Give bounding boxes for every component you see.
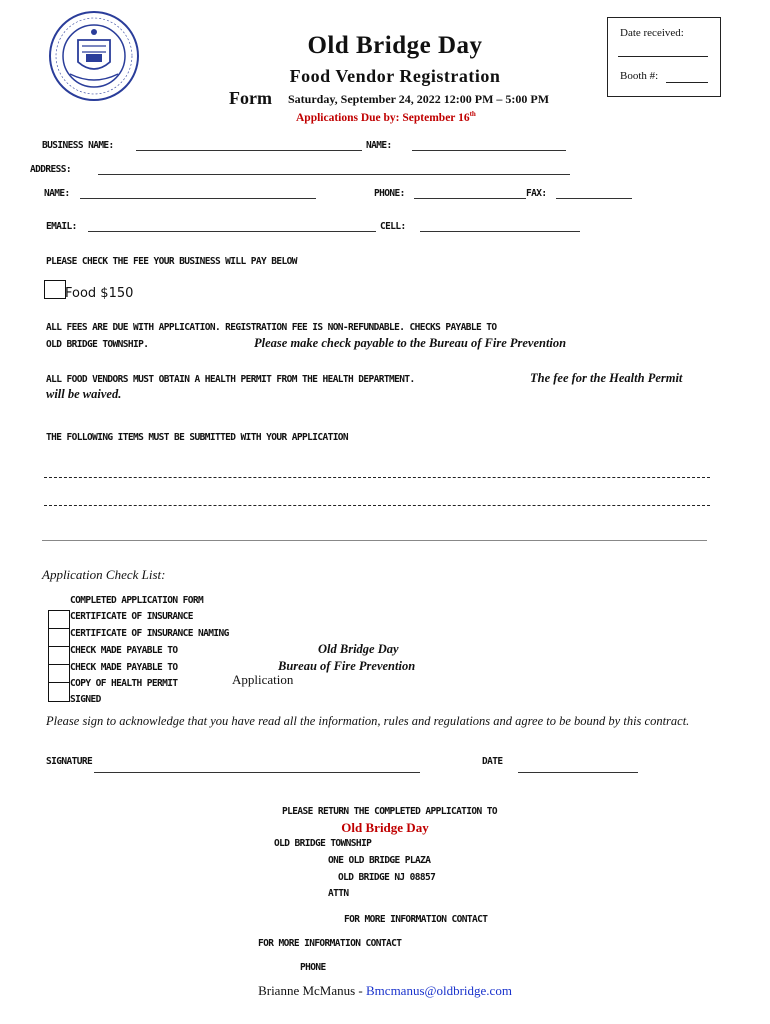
business-name-label: BUSINESS NAME: <box>42 140 114 151</box>
email-label: EMAIL: <box>46 221 77 232</box>
fee-paragraph-line1: ALL FEES ARE DUE WITH APPLICATION. REGISTRATION FEE IS NON-REFUNDABLE. CHECKS PAYABLE TO <box>46 322 497 333</box>
date-received-label: Date received: <box>620 27 684 39</box>
form-word: Form <box>229 88 272 108</box>
checklist-item-6: COPY OF HEALTH PERMIT <box>70 678 178 689</box>
phone-field[interactable] <box>414 198 526 199</box>
date-received-line[interactable] <box>618 56 708 57</box>
checklist-item-5: CHECK MADE PAYABLE TO <box>70 662 178 673</box>
office-use-box <box>607 17 721 97</box>
return-event-name: Old Bridge Day <box>341 820 429 835</box>
return-line-4: ATTN <box>328 888 349 899</box>
sign-statement: Please sign to acknowledge that you have read all the information, rules and regulations and agree to be bound by this contract. <box>46 714 690 728</box>
checklist-heading: Application Check List: <box>42 567 166 582</box>
address-label: ADDRESS: <box>30 164 71 175</box>
contact-line <box>0 983 770 999</box>
section-divider <box>42 540 707 541</box>
booth-line[interactable] <box>666 82 708 83</box>
contact-line-1: FOR MORE INFORMATION CONTACT <box>258 938 402 949</box>
checklist-item-7: SIGNED <box>70 694 101 705</box>
name-label: NAME: <box>44 188 70 199</box>
checklist-box-1[interactable] <box>48 610 70 630</box>
fee-instruction: PLEASE CHECK THE FEE YOUR BUSINESS WILL PAY BELOW <box>46 256 297 267</box>
checklist-item-4-tail: Old Bridge Day <box>318 642 399 656</box>
checklist-item-3: CERTIFICATE OF INSURANCE NAMING <box>70 628 229 639</box>
event-date: Saturday, September 24, 2022 12:00 PM – 5:00 PM <box>288 92 550 106</box>
form-subtitle: Food Vendor Registration <box>289 66 501 86</box>
health-fee-note-2: will be waived. <box>46 387 122 401</box>
checklist-item-2: CERTIFICATE OF INSURANCE <box>70 611 193 622</box>
contact-name: Brianne McManus - <box>258 983 367 998</box>
signature-label: SIGNATURE <box>46 756 93 767</box>
name-field[interactable] <box>80 198 316 199</box>
signature-field[interactable] <box>94 772 420 773</box>
booth-label: Booth #: <box>620 70 659 82</box>
checklist-box-3[interactable] <box>48 646 70 666</box>
health-permit-text: ALL FOOD VENDORS MUST OBTAIN A HEALTH PERMIT FROM THE HEALTH DEPARTMENT. <box>46 374 415 385</box>
return-line-2: ONE OLD BRIDGE PLAZA <box>328 855 431 866</box>
cell-label: CELL: <box>380 221 406 232</box>
return-line-1: OLD BRIDGE TOWNSHIP <box>274 838 372 849</box>
check-payable-note: Please make check payable to the Bureau of Fire Prevention <box>254 336 567 350</box>
address-field[interactable] <box>98 174 570 175</box>
township-seal-icon <box>48 10 140 102</box>
return-line-3: OLD BRIDGE NJ 08857 <box>338 872 436 883</box>
form-title: Old Bridge Day <box>307 32 483 59</box>
checklist-box-4[interactable] <box>48 664 70 684</box>
fax-field[interactable] <box>556 198 632 199</box>
checklist-box-2[interactable] <box>48 628 70 648</box>
food-fee-checkbox[interactable] <box>44 280 66 299</box>
email-field[interactable] <box>88 231 376 232</box>
checklist-item-4: CHECK MADE PAYABLE TO <box>70 645 178 656</box>
contact-name-field[interactable] <box>412 150 566 151</box>
health-fee-note: The fee for the Health Permit <box>530 371 683 385</box>
notes-line-1[interactable] <box>44 477 710 478</box>
checklist-box-5[interactable] <box>48 682 70 702</box>
phone-label: PHONE: <box>374 188 405 199</box>
items-instruction: THE FOLLOWING ITEMS MUST BE SUBMITTED WITH YOUR APPLICATION <box>46 432 349 443</box>
fax-label: FAX: <box>526 188 547 199</box>
return-instruction: PLEASE RETURN THE COMPLETED APPLICATION TO <box>282 806 498 817</box>
contact-name-label: NAME: <box>366 140 392 151</box>
checklist-item-1: COMPLETED APPLICATION FORM <box>70 595 204 606</box>
checklist-item-5-tail: Bureau of Fire Prevention <box>278 659 416 673</box>
more-info-line: FOR MORE INFORMATION CONTACT <box>344 914 488 925</box>
food-fee-label: Food $150 <box>65 286 134 301</box>
notes-line-2[interactable] <box>44 505 710 506</box>
due-date: Applications Due by: September 16th <box>296 110 476 124</box>
fee-paragraph-line2: OLD BRIDGE TOWNSHIP. <box>46 339 149 350</box>
checklist-item-7-tail: Application <box>232 672 294 687</box>
contact-phone-line: PHONE <box>300 962 326 973</box>
contact-email-link[interactable]: Bmcmanus@oldbridge.com <box>366 983 512 998</box>
date-label: DATE <box>482 756 503 767</box>
cell-field[interactable] <box>420 231 580 232</box>
date-field[interactable] <box>518 772 638 773</box>
business-name-field[interactable] <box>136 150 362 151</box>
